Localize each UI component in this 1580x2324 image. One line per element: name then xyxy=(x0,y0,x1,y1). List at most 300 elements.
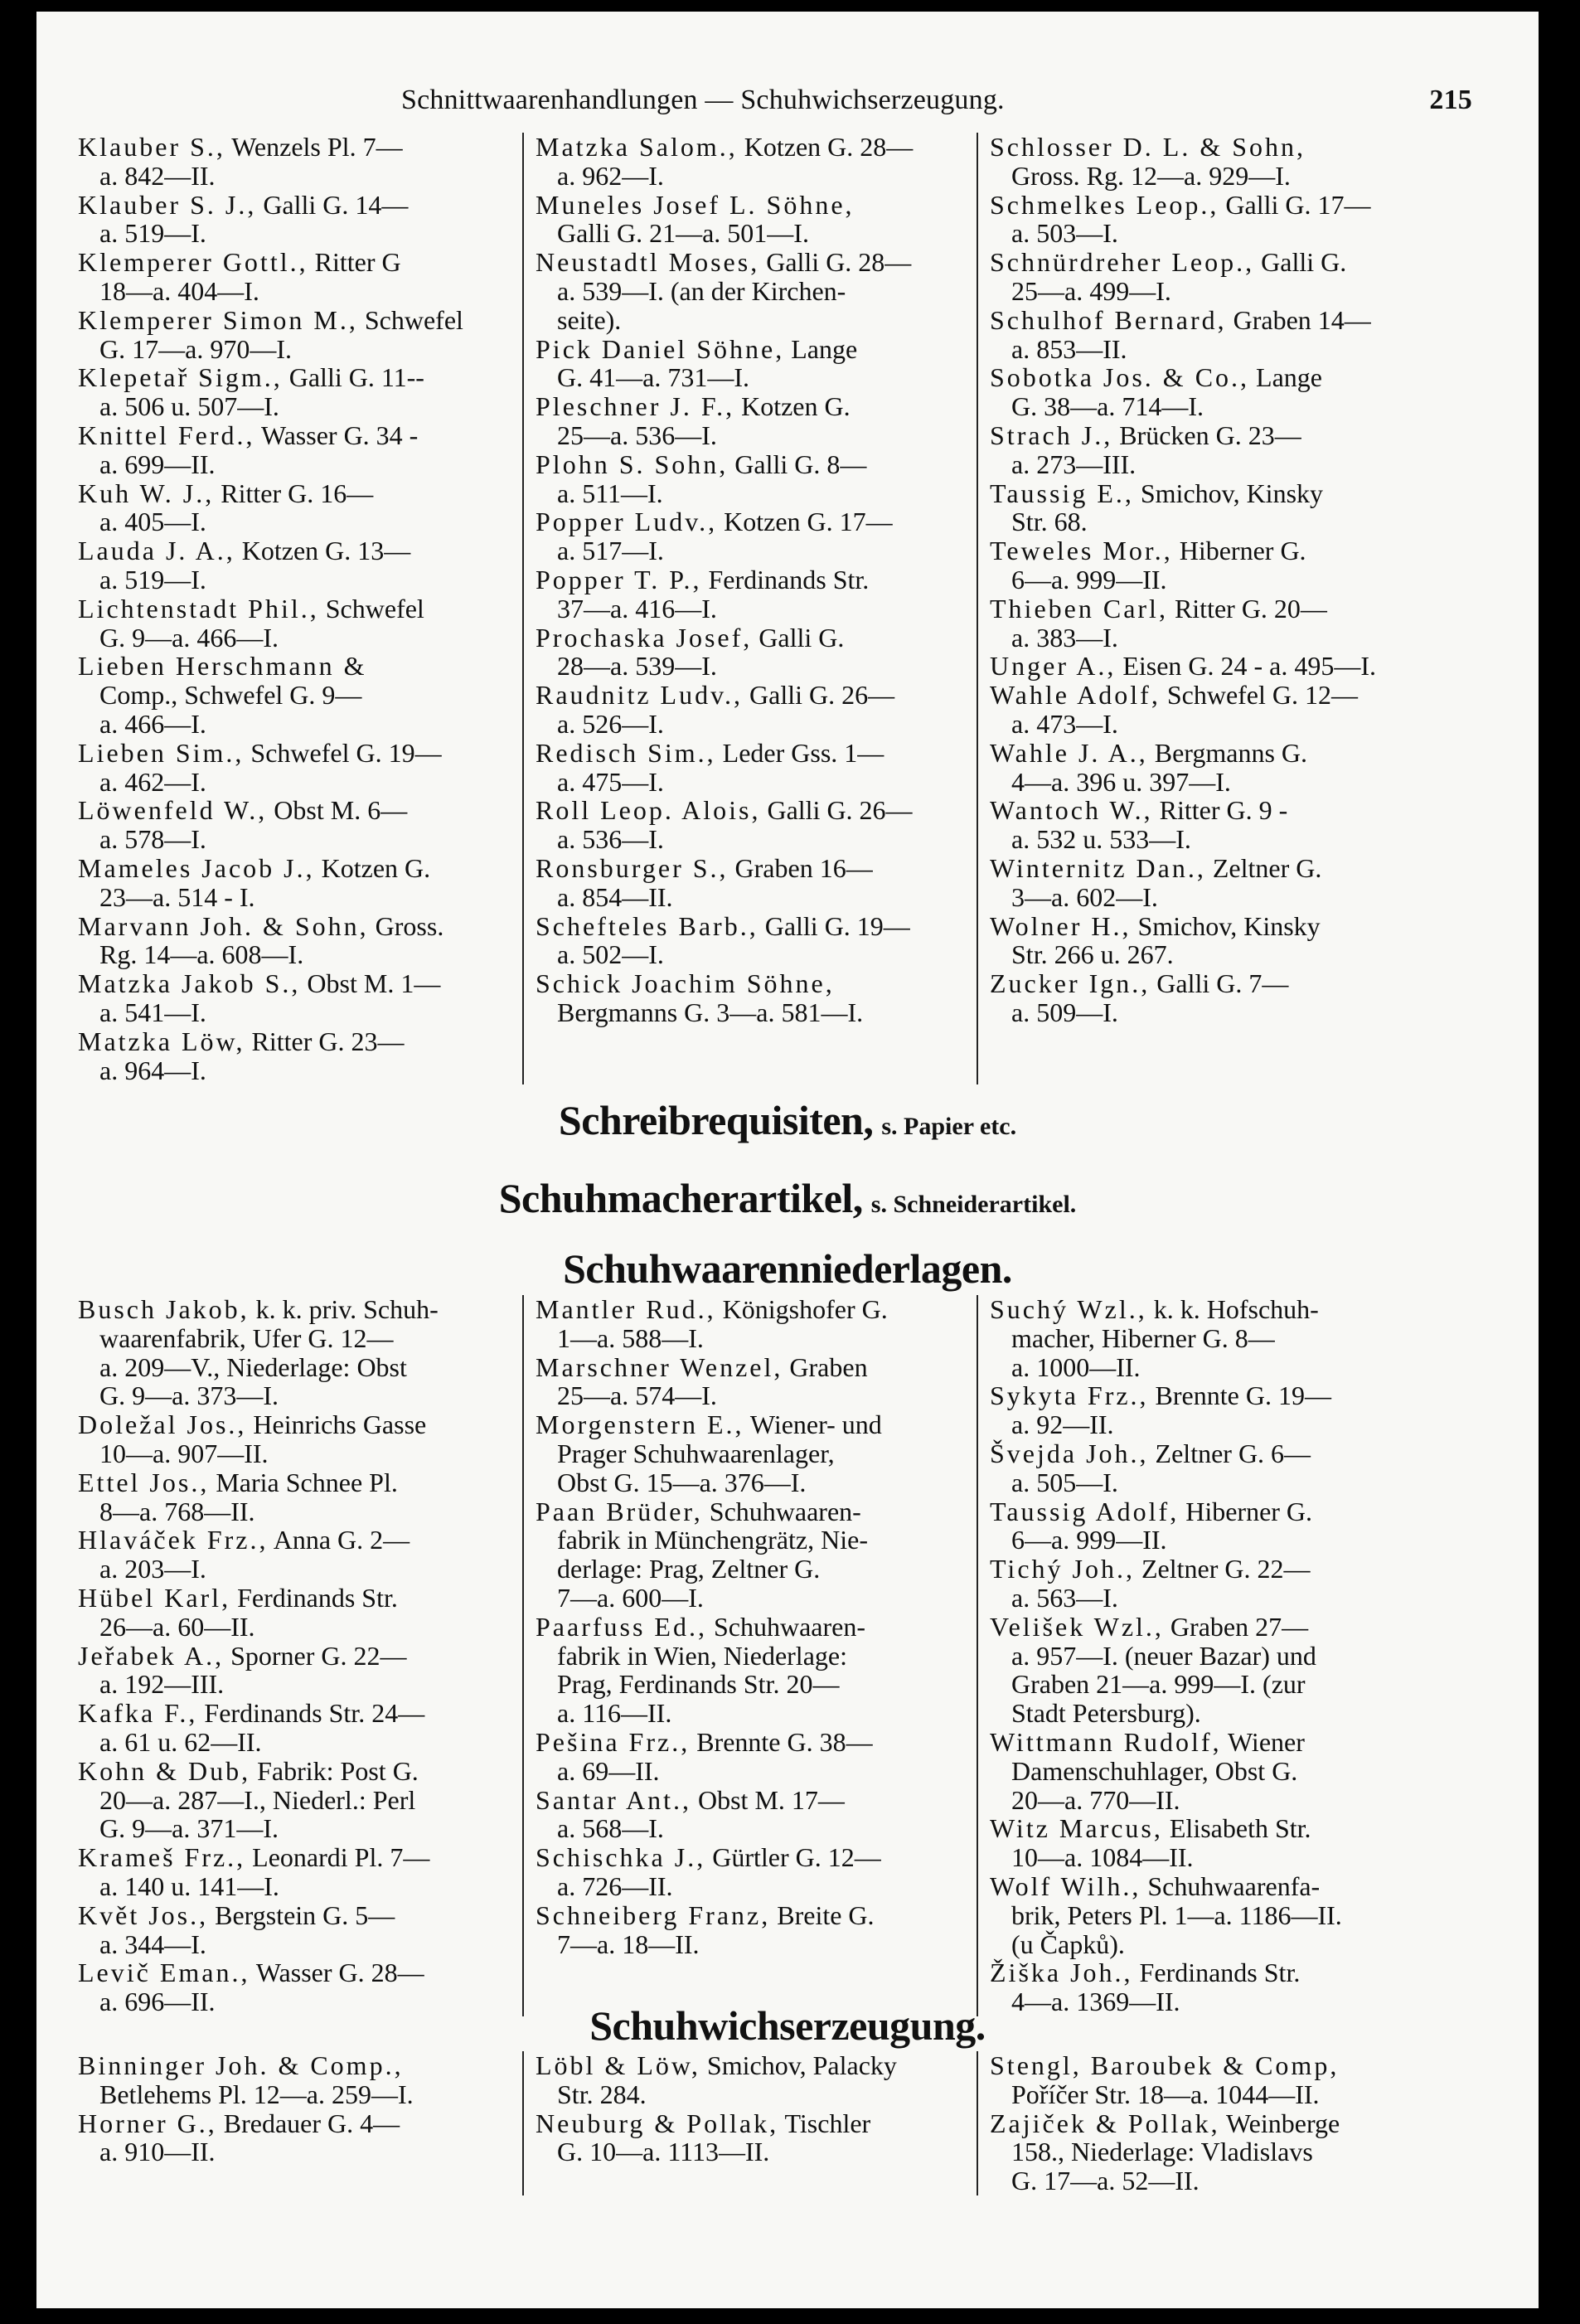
entry-address: Ritter G. 23— xyxy=(245,1026,405,1056)
running-title: Schnittwaarenhandlungen — Schuhwichserzeugung. xyxy=(401,85,1005,115)
entry-address-line: Prag, Ferdinands Str. 20— xyxy=(557,1669,840,1700)
entry-name: Matzka Löw, xyxy=(78,1026,245,1056)
entry-name: Popper T. P., xyxy=(536,564,702,594)
entry-name: Klemperer Gottl., xyxy=(78,247,308,278)
entry-name: Morgenstern E., xyxy=(536,1409,744,1440)
entry-address-line: a. 964—I. xyxy=(99,1055,206,1085)
directory-entry xyxy=(536,392,970,450)
entry-address: Schuhwaaren- xyxy=(706,1611,865,1642)
entry-address-line: a. 273—III. xyxy=(1011,449,1137,479)
entry-name: Švejda Joh., xyxy=(990,1438,1149,1468)
page-header xyxy=(36,76,1539,126)
entry-address-line: a. 505—I. xyxy=(1011,1467,1118,1497)
entry-address-line: a. 519—I. xyxy=(99,218,206,249)
entry-name: Doležal Jos., xyxy=(78,1409,247,1440)
entry-name: Raudnitz Ludv., xyxy=(536,680,743,711)
entry-address: Leder Gss. 1— xyxy=(715,737,885,768)
entry-address-line: 7—a. 600—I. xyxy=(557,1582,704,1613)
entry-address-line: a. 473—I. xyxy=(1011,708,1118,739)
entry-name: Pick Daniel Söhne, xyxy=(536,333,785,364)
entry-address: Breite G. xyxy=(770,1899,875,1930)
entry-name: Strach J., xyxy=(990,420,1113,450)
entry-address: Ferdinands Str. xyxy=(701,564,870,594)
entry-address-line: derlage: Prag, Zeltner G. xyxy=(557,1554,821,1584)
entry-address-line: Str. 68. xyxy=(1011,507,1088,537)
entry-name: Mantler Rud., xyxy=(536,1294,716,1324)
entry-name: Jeřabek A., xyxy=(78,1640,225,1671)
entry-address: Ritter G. 9 - xyxy=(1152,795,1288,826)
entry-address-line: a. 578—I. xyxy=(99,824,206,855)
directory-entry xyxy=(78,1526,516,1584)
entry-address-line: macher, Hiberner G. 8— xyxy=(1011,1322,1275,1353)
entry-address-line: 25—a. 536—I. xyxy=(557,420,717,450)
directory-entry xyxy=(536,1295,970,1353)
entry-address-line: Bergmanns G. 3—a. 581—I. xyxy=(557,997,864,1027)
entry-address: Ritter G. 20— xyxy=(1167,593,1327,623)
directory-entry xyxy=(78,796,516,854)
entry-address-line: 25—a. 574—I. xyxy=(557,1380,717,1411)
entry-address: Ferdinands Str. 24— xyxy=(197,1698,425,1729)
directory-entry xyxy=(78,536,516,594)
entry-address-line: a. 92—II. xyxy=(1011,1409,1114,1440)
directory-column xyxy=(977,133,1442,1084)
entry-address: Kotzen G. xyxy=(314,852,431,883)
directory-entry xyxy=(536,681,970,739)
directory-entry xyxy=(78,133,516,191)
entry-address: Wasser G. 34 - xyxy=(254,420,419,450)
entry-address-line: a. 519—I. xyxy=(99,564,206,594)
entry-address-line: a. 506 u. 507—I. xyxy=(99,391,279,422)
entry-address-line: fabrik in Wien, Niederlage: xyxy=(557,1640,847,1671)
section-heading-text: Schuhwichserzeugung. xyxy=(589,2002,986,2049)
directory-entry xyxy=(78,1584,516,1642)
section-heading-schuhwaarenniederlagen xyxy=(36,1244,1539,1293)
entry-name: Pešina Frz., xyxy=(536,1726,691,1757)
crossref-target: s. Schneiderartikel. xyxy=(870,1191,1077,1218)
directory-entry xyxy=(536,507,970,565)
entry-address-line: Prager Schuhwaarenlager, xyxy=(557,1438,835,1468)
entry-name: Schlosser D. L. & Sohn, xyxy=(990,132,1306,162)
entry-address-line: 4—a. 396 u. 397—I. xyxy=(1011,766,1231,797)
entry-name: Teweles Mor., xyxy=(990,536,1173,566)
entry-address-line: a. 539—I. (an der Kirchen- xyxy=(557,275,846,306)
entry-address-line: a. 696—II. xyxy=(99,1987,216,2017)
entry-address-line: G. 10—a. 1113—II. xyxy=(557,2137,770,2167)
directory-entry xyxy=(536,191,970,249)
entry-address: Königshofer G. xyxy=(715,1294,888,1324)
entry-address-line: 26—a. 60—II. xyxy=(99,1611,255,1642)
directory-entry xyxy=(990,2051,1442,2109)
entry-address-line: Damenschuhlager, Obst G. xyxy=(1011,1755,1298,1786)
entry-address-line: a. 192—III. xyxy=(99,1669,225,1700)
entry-address: Galli G. 11-- xyxy=(282,362,424,393)
crossref-heading: Schreibrequisiten, xyxy=(558,1097,874,1143)
entry-address: Weinberge xyxy=(1219,2108,1340,2138)
entry-name: Hübel Karl, xyxy=(78,1582,231,1613)
directory-entry xyxy=(78,363,516,421)
directory-entry xyxy=(536,796,970,854)
directory-entry xyxy=(78,191,516,249)
entry-name: Taussig E., xyxy=(990,478,1134,508)
entry-name: Suchý Wzl., xyxy=(990,1294,1147,1324)
entry-name: Lieben Herschmann & xyxy=(78,651,367,682)
directory-column xyxy=(78,2051,522,2195)
entry-name: Wolner H., xyxy=(990,910,1132,941)
entry-address: Graben xyxy=(783,1351,868,1382)
directory-entry xyxy=(78,1410,516,1468)
entry-name: Busch Jakob, xyxy=(78,1294,250,1324)
entry-address: Brennte G. 38— xyxy=(690,1726,873,1757)
entry-address-line: Galli G. 21—a. 501—I. xyxy=(557,218,809,249)
section-schnittwaaren-list xyxy=(78,133,1442,1084)
directory-entry xyxy=(78,739,516,797)
entry-address-line: Str. 284. xyxy=(557,2079,647,2109)
directory-entry xyxy=(536,450,970,508)
entry-address-line: Rg. 14—a. 608—I. xyxy=(99,939,304,970)
entry-address-line: 37—a. 416—I. xyxy=(557,593,717,623)
directory-column xyxy=(522,2051,977,2195)
directory-entry xyxy=(990,739,1442,797)
entry-name: Horner G., xyxy=(78,2108,217,2138)
entry-address-line: (u Čapků). xyxy=(1011,1929,1125,1959)
entry-address-line: a. 116—II. xyxy=(557,1698,672,1729)
directory-entry xyxy=(78,854,516,912)
entry-address: Fabrik: Post G. xyxy=(250,1755,419,1786)
entry-address-line: Comp., Schwefel G. 9— xyxy=(99,680,362,711)
directory-entry xyxy=(990,594,1442,653)
section-schuhwaarenniederlagen-list xyxy=(78,1295,1442,2016)
entry-address-line: a. 502—I. xyxy=(557,939,664,970)
entry-address-line: a. 526—I. xyxy=(557,708,664,739)
entry-address: Tischler xyxy=(778,2108,871,2138)
directory-entry xyxy=(536,1901,970,1959)
section-schuhwichserzeugung-list xyxy=(78,2051,1442,2195)
entry-name: Wahle Adolf, xyxy=(990,680,1161,711)
directory-entry xyxy=(990,1497,1442,1555)
entry-name: Popper Ludv., xyxy=(536,507,718,537)
entry-address-line: a. 699—II. xyxy=(99,449,216,479)
entry-name: Krameš Frz., xyxy=(78,1842,246,1873)
directory-entry xyxy=(990,248,1442,306)
entry-address: Schuhwaaren- xyxy=(702,1496,861,1526)
entry-address-line: 18—a. 404—I. xyxy=(99,275,259,306)
entry-address-line: a. 509—I. xyxy=(1011,997,1118,1027)
directory-page xyxy=(36,12,1539,2308)
entry-name: Zajiček & Pollak, xyxy=(990,2108,1220,2138)
crossref-schuhmacherartikel xyxy=(36,1174,1539,1222)
entry-name: Schischka J., xyxy=(536,1842,706,1873)
directory-entry xyxy=(78,1642,516,1700)
crossref-heading: Schuhmacherartikel, xyxy=(498,1175,863,1221)
directory-entry xyxy=(536,565,970,623)
entry-name: Neuburg & Pollak, xyxy=(536,2108,779,2138)
entry-address: Elisabeth Str. xyxy=(1162,1813,1311,1844)
entry-name: Schmelkes Leop., xyxy=(990,189,1219,220)
directory-entry xyxy=(990,1814,1442,1872)
entry-address: Schwefel xyxy=(318,593,424,623)
entry-address-line: G. 38—a. 714—I. xyxy=(1011,391,1204,422)
entry-address-line: a. 511—I. xyxy=(557,478,663,508)
entry-address: Anna G. 2— xyxy=(268,1525,410,1555)
entry-address: Kotzen G. 13— xyxy=(235,536,411,566)
entry-address-line: Graben 21—a. 999—I. (zur xyxy=(1011,1669,1306,1700)
entry-address: Lange xyxy=(1249,362,1322,393)
entry-address-line: 4—a. 1369—II. xyxy=(1011,1987,1180,2017)
directory-entry xyxy=(990,363,1442,421)
directory-entry xyxy=(536,969,970,1027)
directory-entry xyxy=(78,652,516,738)
directory-entry xyxy=(990,191,1442,249)
entry-name: Hlaváček Frz., xyxy=(78,1525,269,1555)
entry-address: Smichov, Kinsky xyxy=(1133,478,1324,508)
crossref-target: s. Papier etc. xyxy=(881,1113,1017,1140)
directory-column xyxy=(522,1295,977,2016)
entry-address: Kotzen G. 28— xyxy=(737,132,914,162)
directory-entry xyxy=(536,335,970,393)
entry-name: Levič Eman., xyxy=(78,1958,250,1988)
entry-name: Lauda J. A., xyxy=(78,536,235,566)
entry-name: Löwenfeld W., xyxy=(78,795,268,826)
entry-name: Schneiberg Franz, xyxy=(536,1899,771,1930)
entry-name: Klemperer Simon M., xyxy=(78,304,358,335)
entry-name: Kuh W. J., xyxy=(78,478,215,508)
entry-address: Schwefel xyxy=(357,304,463,335)
entry-address-line: 8—a. 768—II. xyxy=(99,1496,255,1526)
entry-name: Neustadtl Moses, xyxy=(536,247,760,278)
directory-entry xyxy=(990,1295,1442,1381)
entry-address: Wiener- und xyxy=(744,1409,882,1440)
page-number: 215 xyxy=(1429,85,1472,115)
entry-address-line: 7—a. 18—II. xyxy=(557,1929,700,1959)
directory-entry xyxy=(78,2109,516,2167)
directory-entry xyxy=(536,133,970,191)
entry-address: Gross. xyxy=(368,910,444,941)
entry-name: Wittmann Rudolf, xyxy=(990,1726,1222,1757)
directory-entry xyxy=(990,796,1442,854)
entry-address-line: a. 462—I. xyxy=(99,766,206,797)
entry-address: Schwefel G. 12— xyxy=(1160,680,1358,711)
entry-name: Pleschner J. F., xyxy=(536,391,735,422)
entry-name: Schefteles Barb., xyxy=(536,910,758,941)
entry-address-line: 25—a. 499—I. xyxy=(1011,275,1171,306)
entry-address-line: 10—a. 907—II. xyxy=(99,1438,269,1468)
entry-name: Witz Marcus, xyxy=(990,1813,1163,1844)
entry-address: Ritter G xyxy=(308,247,401,278)
entry-address: Galli G. 8— xyxy=(728,449,867,479)
directory-entry xyxy=(78,912,516,970)
directory-entry xyxy=(990,1872,1442,1958)
entry-address: Leonardi Pl. 7— xyxy=(245,1842,430,1873)
entry-address: Schuhwaarenfa- xyxy=(1141,1870,1321,1901)
entry-address-line: Obst G. 15—a. 376—I. xyxy=(557,1467,807,1497)
entry-address-line: Str. 266 u. 267. xyxy=(1011,939,1174,970)
entry-address: Obst M. 1— xyxy=(300,968,441,999)
entry-name: Tichý Joh., xyxy=(990,1554,1135,1584)
entry-address-line: a. 503—I. xyxy=(1011,218,1118,249)
directory-entry xyxy=(536,1728,970,1786)
entry-address-line: a. 475—I. xyxy=(557,766,664,797)
entry-name: Binninger Joh. & Comp., xyxy=(78,2050,404,2080)
entry-address: Wiener xyxy=(1221,1726,1305,1757)
entry-address-line: brik, Peters Pl. 1—a. 1186—II. xyxy=(1011,1899,1342,1930)
entry-address: Bergmanns G. xyxy=(1147,737,1308,768)
entry-address: Bergstein G. 5— xyxy=(208,1899,395,1930)
entry-address-line: a. 563—I. xyxy=(1011,1582,1118,1613)
entry-name: Wantoch W., xyxy=(990,795,1153,826)
entry-address-line: a. 405—I. xyxy=(99,507,206,537)
entry-address-line: a. 842—II. xyxy=(99,160,216,191)
entry-address-line: a. 854—II. xyxy=(557,881,673,912)
entry-address: Galli G. 14— xyxy=(256,189,409,220)
entry-address: Smichov, Kinsky xyxy=(1131,910,1321,941)
directory-entry xyxy=(990,854,1442,912)
entry-name: Klauber S., xyxy=(78,132,225,162)
directory-entry xyxy=(536,248,970,334)
directory-entry xyxy=(78,1757,516,1843)
entry-address-line: a. 568—I. xyxy=(557,1813,664,1844)
section-heading-schuhwichserzeugung xyxy=(36,2001,1539,2050)
directory-entry xyxy=(990,306,1442,364)
entry-name: Paarfuss Ed., xyxy=(536,1611,707,1642)
entry-address: Ritter G. 16— xyxy=(214,478,374,508)
entry-address: Galli G. 28— xyxy=(759,247,912,278)
directory-entry xyxy=(78,1468,516,1526)
entry-address: Zeltner G. 22— xyxy=(1134,1554,1311,1584)
entry-name: Wahle J. A., xyxy=(990,737,1148,768)
directory-column xyxy=(78,1295,522,2016)
entry-address-line: a. 957—I. (neuer Bazar) und xyxy=(1011,1640,1316,1671)
entry-address-line: a. 203—I. xyxy=(99,1554,206,1584)
entry-address: Galli G. 26— xyxy=(760,795,913,826)
entry-address-line: a. 209—V., Niederlage: Obst xyxy=(99,1351,407,1382)
entry-address-line: a. 1000—II. xyxy=(1011,1351,1141,1382)
entry-address: Graben 27— xyxy=(1163,1611,1309,1642)
entry-address: Zeltner G. 6— xyxy=(1148,1438,1311,1468)
entry-address-line: a. 344—I. xyxy=(99,1929,206,1959)
entry-address-line: 10—a. 1084—II. xyxy=(1011,1842,1194,1873)
directory-entry xyxy=(78,421,516,479)
entry-address: Schwefel G. 19— xyxy=(244,737,442,768)
entry-name: Žiška Joh., xyxy=(990,1958,1133,1988)
entry-address-line: 3—a. 602—I. xyxy=(1011,881,1158,912)
entry-address: Galli G. 17— xyxy=(1219,189,1371,220)
directory-entry xyxy=(78,1699,516,1757)
entry-name: Taussig Adolf, xyxy=(990,1496,1180,1526)
entry-address: Wenzels Pl. 7— xyxy=(225,132,403,162)
entry-name: Schnürdreher Leop., xyxy=(990,247,1255,278)
entry-address: Brücken G. 23— xyxy=(1112,420,1301,450)
entry-address: Bredauer G. 4— xyxy=(216,2108,400,2138)
entry-address-line: a. 853—II. xyxy=(1011,333,1127,364)
directory-entry xyxy=(78,306,516,364)
directory-entry xyxy=(990,2109,1442,2195)
entry-address-line: a. 726—II. xyxy=(557,1870,673,1901)
entry-name: Unger A., xyxy=(990,651,1117,682)
entry-address: Ferdinands Str. xyxy=(230,1582,398,1613)
directory-entry xyxy=(536,2109,970,2167)
entry-name: Roll Leop. Alois, xyxy=(536,795,761,826)
entry-name: Ettel Jos., xyxy=(78,1467,210,1497)
entry-address-line: a. 383—I. xyxy=(1011,622,1118,653)
directory-entry xyxy=(536,1786,970,1844)
entry-name: Ronsburger S., xyxy=(536,852,729,883)
entry-address-line: 1—a. 588—I. xyxy=(557,1322,704,1353)
entry-name: Winternitz Dan., xyxy=(990,852,1206,883)
directory-entry xyxy=(990,652,1442,681)
entry-name: Paan Brüder, xyxy=(536,1496,703,1526)
directory-entry xyxy=(536,1353,970,1411)
entry-name: Sobotka Jos. & Co., xyxy=(990,362,1250,393)
directory-entry xyxy=(536,2051,970,2109)
directory-column xyxy=(522,133,977,1084)
entry-address-line: G. 41—a. 731—I. xyxy=(557,362,749,393)
entry-address: Ferdinands Str. xyxy=(1132,1958,1301,1988)
directory-entry xyxy=(990,536,1442,594)
entry-address-line: 28—a. 539—I. xyxy=(557,651,717,682)
entry-name: Knittel Ferd., xyxy=(78,420,255,450)
directory-entry xyxy=(990,421,1442,479)
directory-entry xyxy=(78,1901,516,1959)
entry-address-line: G. 17—a. 970—I. xyxy=(99,333,292,364)
directory-entry xyxy=(990,1555,1442,1613)
entry-address-line: G. 9—a. 466—I. xyxy=(99,622,279,653)
entry-address: Hiberner G. xyxy=(1179,1496,1313,1526)
entry-address-line: Poříčer Str. 18—a. 1044—II. xyxy=(1011,2079,1320,2109)
entry-address-line: 6—a. 999—II. xyxy=(1011,564,1167,594)
entry-name: Thieben Carl, xyxy=(990,593,1168,623)
entry-address-line: a. 910—II. xyxy=(99,2137,216,2167)
entry-address-line: Stadt Petersburg). xyxy=(1011,1698,1201,1729)
entry-address-line: a. 61 u. 62—II. xyxy=(99,1726,262,1757)
entry-name: Löbl & Löw, xyxy=(536,2050,700,2080)
entry-address-line: waarenfabrik, Ufer G. 12— xyxy=(99,1322,394,1353)
entry-address: Graben 14— xyxy=(1226,304,1371,335)
directory-entry xyxy=(536,1410,970,1497)
entry-address: Zeltner G. xyxy=(1205,852,1322,883)
directory-column xyxy=(977,2051,1442,2195)
directory-entry xyxy=(990,969,1442,1027)
directory-entry xyxy=(990,1613,1442,1728)
entry-address-line: a. 532 u. 533—I. xyxy=(1011,824,1191,855)
directory-entry xyxy=(78,479,516,537)
entry-address-line: Betlehems Pl. 12—a. 259—I. xyxy=(99,2079,414,2109)
directory-entry xyxy=(990,912,1442,970)
entry-name: Wolf Wilh., xyxy=(990,1870,1141,1901)
entry-name: Muneles Josef L. Söhne, xyxy=(536,189,855,220)
entry-address: Smichov, Palacky xyxy=(700,2050,897,2080)
entry-address-line: 158., Niederlage: Vladislavs xyxy=(1011,2137,1313,2167)
entry-address: Gürtler G. 12— xyxy=(705,1842,881,1873)
directory-entry xyxy=(78,248,516,306)
directory-entry xyxy=(536,1613,970,1728)
entry-address-line: a. 536—I. xyxy=(557,824,664,855)
directory-entry xyxy=(78,594,516,653)
entry-name: Schick Joachim Söhne, xyxy=(536,968,835,999)
entry-name: Prochaska Josef, xyxy=(536,622,753,653)
entry-address-line: a. 541—I. xyxy=(99,997,206,1027)
entry-address-line: a. 466—I. xyxy=(99,708,206,739)
directory-entry xyxy=(990,133,1442,191)
entry-name: Marvann Joh. & Sohn, xyxy=(78,910,369,941)
entry-name: Marschner Wenzel, xyxy=(536,1351,783,1382)
entry-name: Plohn S. Sohn, xyxy=(536,449,729,479)
entry-name: Lieben Sim., xyxy=(78,737,245,768)
entry-address: Graben 16— xyxy=(728,852,873,883)
entry-address: Obst M. 6— xyxy=(267,795,408,826)
entry-address: Maria Schnee Pl. xyxy=(209,1467,398,1497)
directory-column xyxy=(977,1295,1442,2016)
directory-entry xyxy=(536,1497,970,1613)
